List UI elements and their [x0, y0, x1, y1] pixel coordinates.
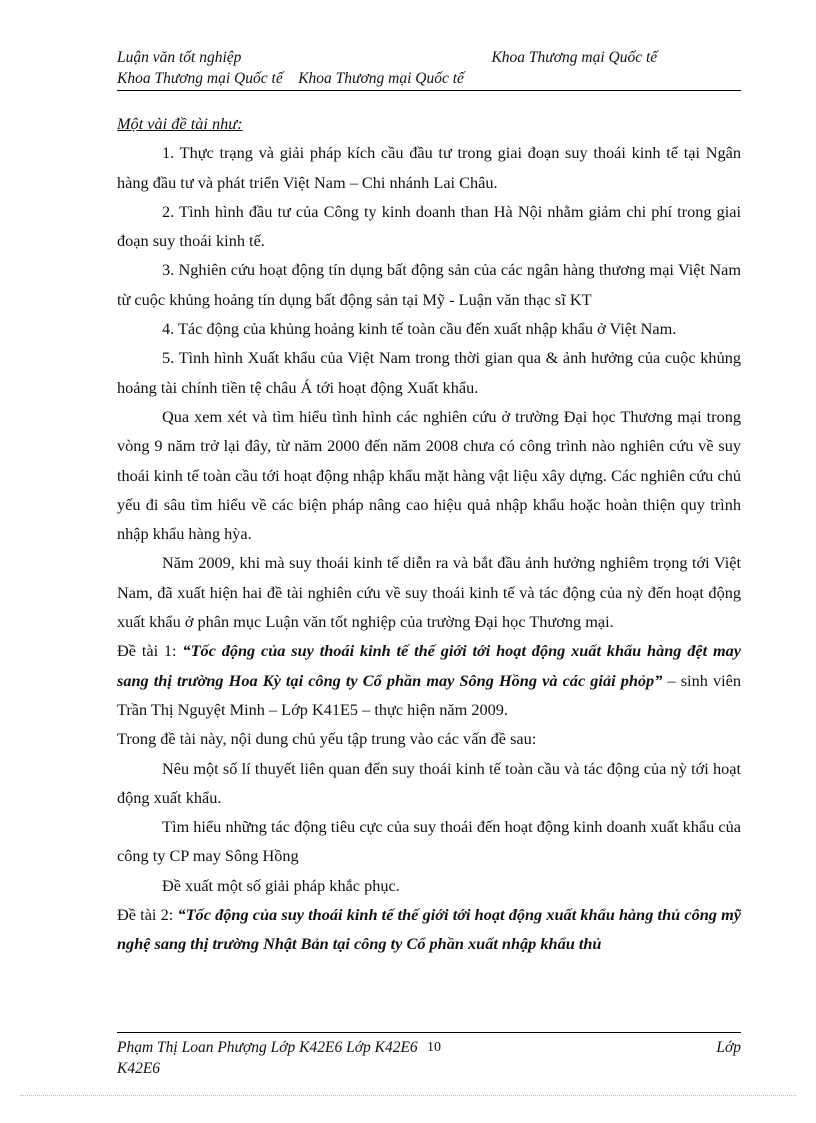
paragraph: Đề xuất một số giải pháp khắc phục. [162, 875, 400, 895]
list-item: 3. Nghiên cứu hoạt động tín dụng bất động sản của các ngân hàng thương mại Việt Nam từ cuộc khủng hoảng tín dụng bất động sản tại Mỹ - Luận văn thạc sĩ KT [117, 260, 741, 309]
paragraph: Nêu một số lí thuyết liên quan đến suy thoái kinh tế toàn cầu và tác động của nỳ tới hoạt động xuất khẩu. [117, 758, 741, 807]
footer-class-label: Lớp [716, 1039, 741, 1056]
paragraph: Qua xem xét và tìm hiểu tình hình các nghiên cứu ở trường Đại học Thương mại trong vòng 9 năm trở lại đây, từ năm 2000 đến năm 2008 chưa có công trình nào nghiên cứu về suy thoái kinh tế toàn cầu tới hoạt động nhập khẩu mặt hàng vật liệu xây dựng. Các nghiên cứu chủ yếu đi sâu tìm hiểu về các biện pháp nâng cao hiệu quả nhập khẩu hoặc hoàn thiện quy trình nhập khẩu hàng hỳa. [117, 406, 741, 544]
footer-author: Phạm Thị Loan Phượng Lớp K42E6 Lớp K42E6 [117, 1039, 418, 1056]
page-body [117, 109, 741, 959]
topic-1 [117, 636, 741, 724]
page-header [117, 47, 741, 89]
paragraph: Trong đề tài này, nội dung chủ yếu tập trung vào các vấn đề sau: [117, 729, 537, 749]
page-footer [117, 1037, 741, 1079]
header-line-2: Khoa Thương mại Quốc tế Khoa Thương mại Quốc tế [117, 70, 464, 87]
header-title-right: Khoa Thương mại Quốc tế [491, 49, 658, 66]
header-title-left: Luận văn tốt nghiệp [117, 49, 242, 66]
section-heading: Một vài đề tài như: [117, 114, 243, 133]
list-item: 5. Tình hình Xuất khẩu của Việt Nam trong thời gian qua & ảnh hưởng của cuộc khủng hoảng tài chính tiền tệ châu Á tới hoạt động Xuất khẩu. [117, 348, 741, 397]
topic-2 [117, 900, 741, 959]
topic-1-details: – sinh viên Trần Thị Nguyệt Minh – Lớp K41E5 – thực hiện năm 2009. [117, 670, 741, 719]
list-item: 4. Tác động của khủng hoảng kinh tế toàn cầu đến xuất nhập khẩu ở Việt Nam. [162, 319, 677, 339]
paragraph: Năm 2009, khi mà suy thoái kinh tế diễn ra và bắt đầu ảnh hưởng nghiêm trọng tới Việt Nam, đã xuất hiện hai đề tài nghiên cứu về suy thoái kinh tế và tác động của nỳ đến hoạt động xuất khẩu ở phân mục Luận văn tốt nghiệp của trường Đại học Thương mại. [117, 553, 741, 632]
list-item: 2. Tình hình đầu tư của Công ty kinh doanh than Hà Nội nhằm giảm chi phí trong giai đoạn suy thoái kinh tế. [117, 201, 741, 251]
footer-class-code: K42E6 [117, 1060, 161, 1077]
topic-1-title: “Tốc động của suy thoái kinh tế thế giới tới hoạt động xuất khẩu hàng đệt may sang thị trường Hoa Kỳ tại công ty Cổ phần may Sông Hồng và các giải phỏp” [117, 641, 741, 690]
page-bottom-divider [20, 1095, 796, 1096]
topic-1-label: Đề tài 1: [117, 641, 183, 661]
topic-2-label: Đề tài 2: [117, 905, 178, 925]
footer-rule [117, 1032, 741, 1033]
topic-2-title: “Tốc động của suy thoái kinh tế thế giới tới hoạt động xuất khẩu hàng thủ công mỹ nghệ sang thị trường Nhật Bản tại công ty Cổ phần xuất nhập khẩu thủ [117, 905, 741, 954]
page-number: 10 [427, 1040, 441, 1055]
header-rule [117, 90, 741, 91]
list-item: 1. Thực trạng và giải pháp kích cầu đầu tư trong giai đoạn suy thoái kinh tế tại Ngân hàng đầu tư và phát triển Việt Nam – Chi nhánh Lai Châu. [117, 143, 741, 192]
paragraph: Tìm hiểu những tác động tiêu cực của suy thoái đến hoạt động kinh doanh xuất khẩu của công ty CP may Sông Hồng [117, 817, 741, 866]
